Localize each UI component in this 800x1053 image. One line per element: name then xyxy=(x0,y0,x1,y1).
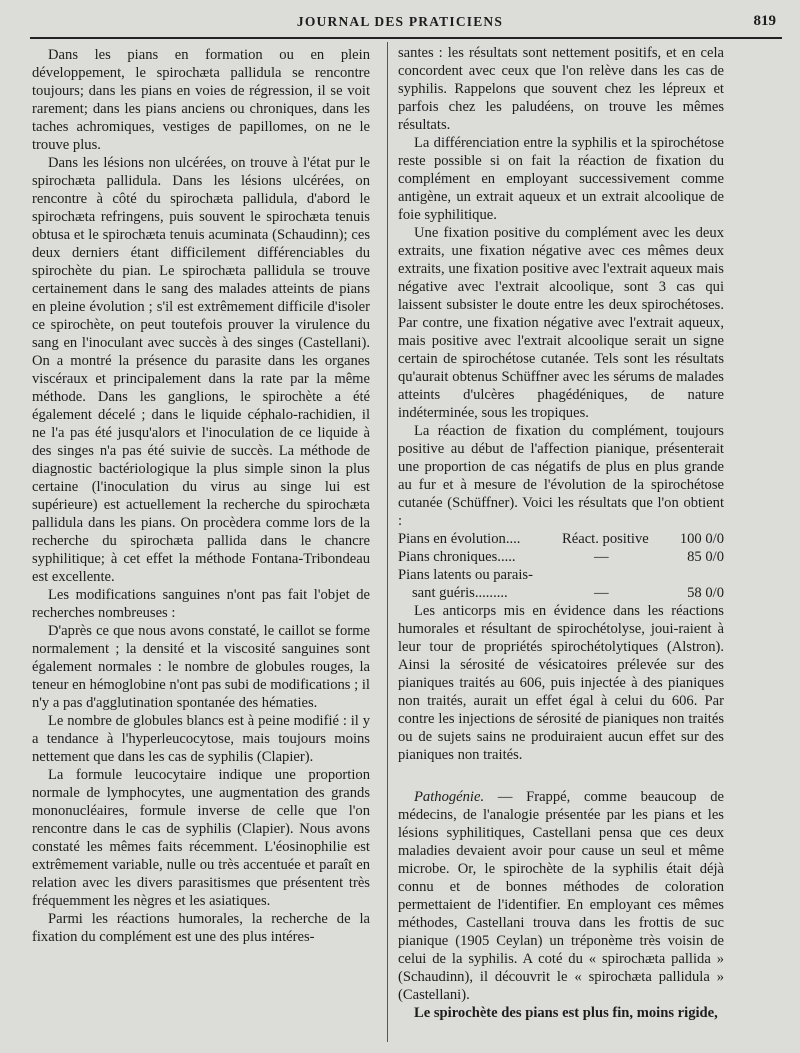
results-reaction: Réact. positive xyxy=(562,531,649,547)
paragraph: Les modifications sanguines n'ont pas fait l'objet de recherches nombreuses : xyxy=(32,587,370,621)
paragraph: Les anticorps mis en évidence dans les réactions humorales et résultant de spirochétolyse, joui-raient à leur tour de propriétés spirochétolytiques (Alstron). Ainsi la sérosité de vésicatoires prélevée sur des pianiques traités au 606, puis injectée à des pianiques non traités, aurait un effet égal à celui du 606. Par contre les injections de sérosité de pianiques non traités ou de sujets sains ne produiraient aucun effet sur des pianiques non traités. xyxy=(398,603,724,763)
header-rule xyxy=(30,37,782,39)
results-percent: 58 0/0 xyxy=(687,585,724,601)
journal-title: JOURNAL DES PRATICIENS xyxy=(296,14,504,29)
paragraph: La réaction de fixation du complément, toujours positive au début de l'affection pianique, présenterait une proportion de cas négatifs de plus en plus grande au fur et à mesure de l'évolution de la spirochétose cutanée (Schüffner). Voici les résultats que l'on obtient : xyxy=(398,423,724,529)
results-row xyxy=(398,584,724,602)
paragraph: santes : les résultats sont nettement positifs, et en cela concordent avec ceux que l'on relève dans les cas de syphilis. Rappelons que souvent chez les lépreux et parfois chez les paludéens, on trouve les mêmes résultats. xyxy=(398,45,724,133)
left-column xyxy=(32,46,370,946)
paragraph: La formule leucocytaire indique une proportion normale de lymphocytes, une augmentation des grands mononucléaires, formule inverse de celle que l'on rencontre dans le cas de syphilis (Clapier). Nous avons constaté les mêmes faits récemment. L'éosinophilie est extrêmement variable, nulle ou très accentuée et paraît en relation avec les divers parasitismes que présentent très fréquemment les nègres et les asiatiques. xyxy=(32,767,370,909)
paragraph-text: — Frappé, comme beaucoup de médecins, de l'analogie présentée par les pians et les lésions syphilitiques, Castellani pensa que ces deux maladies devaient avoir pour cause un seul et même microbe. Or, le spirochète de la syphilis était déjà connu et de bonnes méthodes de coloration permettaient de l'identifier. En employant ces mêmes méthodes, Castellani trouva dans les frottis de suc pianique (1905 Ceylan) un tréponème très voisin de celui de la syphilis. A coté du « spirochæta pallida » (Schaudinn), il découvrit le « spirochæta pallidula » (Castellani). xyxy=(398,789,724,1003)
paragraph: Dans les lésions non ulcérées, on trouve à l'état pur le spirochæta pallidula. Dans les lésions ulcérées, on rencontre à côté du spirochæta pallidula, d'abord le spirochæta refringens, puis souvent le spirochæta tenuis obtusa et le spirochæta tenuis acuminata (Schaudinn); ces deux derniers étant difficilement différenciables du spirochète du pian. Le spirochæta pallidula se trouve certainement dans le sang des malades atteints de pians en pleine évolution ; s'il est extrêmement difficile d'isoler ce spirochète, on peut toutefois prouver la virulence du sang en l'inoculant avec succès à des singes (Castellani). On a montré la présence du parasite dans les organes viscéraux et principalement dans la rate par la même méthode. Dans les ganglions, le spirochète a été également décelé ; dans le liquide céphalo-rachidien, il ne l'a pas été jusqu'alors et l'inoculation de ce liquide à des singes n'a pas été suivie de succès. La méthode de diagnostic bactériologique la plus simple sinon la plus certaine (l'inoculation du virus au singe lui est supérieure) est actuellement la recherche du spirochæta pallidula dans les pians. On procèdera comme lors de la recherche du spirochæta pallida dans le chancre syphilitique; à cet effet la méthode Fontana-Tribondeau est excellente. xyxy=(32,155,370,585)
results-label: sant guéris......... xyxy=(412,585,508,601)
paragraph: Parmi les réactions humorales, la recherche de la fixation du complément est une des plus intéres- xyxy=(32,911,370,945)
right-column xyxy=(398,44,724,1022)
results-reaction: — xyxy=(594,585,609,601)
page-number: 819 xyxy=(753,13,776,29)
paragraph: Une fixation positive du complément avec les deux extraits, une fixation négative avec ces mêmes deux extraits, une fixation positive avec l'extrait aqueux mais négative avec l'extrait alcoolique, sont 3 cas qui laissent subsister le doute entre les deux spirochétoses. Par contre, une fixation négative avec l'extrait aqueux, mais positive avec l'extrait alcoolique serait un signe certain de spirochétose cutanée. Tels sont les résultats qu'aurait obtenus Schüffner avec les sérums de malades atteints d'ulcères phagédéniques, de nature indéterminée, sous les tropiques. xyxy=(398,225,724,421)
paragraph: Le spirochète des pians est plus fin, moins rigide, xyxy=(414,1005,718,1021)
column-divider xyxy=(387,42,388,1042)
results-table xyxy=(398,530,724,602)
results-row xyxy=(398,530,724,548)
results-row xyxy=(398,548,724,566)
results-row xyxy=(398,566,724,584)
paragraph: D'après ce que nous avons constaté, le caillot se forme normalement ; la densité et la viscosité sanguines sont également normales : le nombre de globules rouges, la teneur en hémoglobine n'ont pas subi de modifications ; il n'y a pas d'agglutination spontanée des hématies. xyxy=(32,623,370,711)
results-percent: 100 0/0 xyxy=(679,531,724,547)
results-label: Pians chroniques..... xyxy=(398,549,516,565)
results-label: Pians en évolution.... xyxy=(398,531,521,547)
paragraph: La différenciation entre la syphilis et la spirochétose reste possible si on fait la réaction de fixation du complément en employant successivement comme antigène, un extrait aqueux et un extrait alcoolique de foie syphilitique. xyxy=(398,135,724,223)
running-head xyxy=(0,8,800,34)
results-percent: 85 0/0 xyxy=(687,549,724,565)
pathogenie-paragraph xyxy=(398,788,724,1004)
results-label: Pians latents ou parais- xyxy=(398,567,533,583)
results-reaction: — xyxy=(594,549,609,565)
paragraph: Le nombre de globules blancs est à peine modifié : il y a tendance à l'hyperleucocytose, mais toujours moins nettement que dans les cas de syphilis (Clapier). xyxy=(32,713,370,765)
paragraph: Dans les pians en formation ou en plein développement, le spirochæta pallidula se rencontre toujours; dans les pians en voies de régression, il se voit rarement; dans les pians anciens ou chroniques, dans les taches achromiques, vestiges de papillomes, on ne le trouve plus. xyxy=(32,47,370,153)
section-lead: Pathogénie. xyxy=(414,789,485,805)
